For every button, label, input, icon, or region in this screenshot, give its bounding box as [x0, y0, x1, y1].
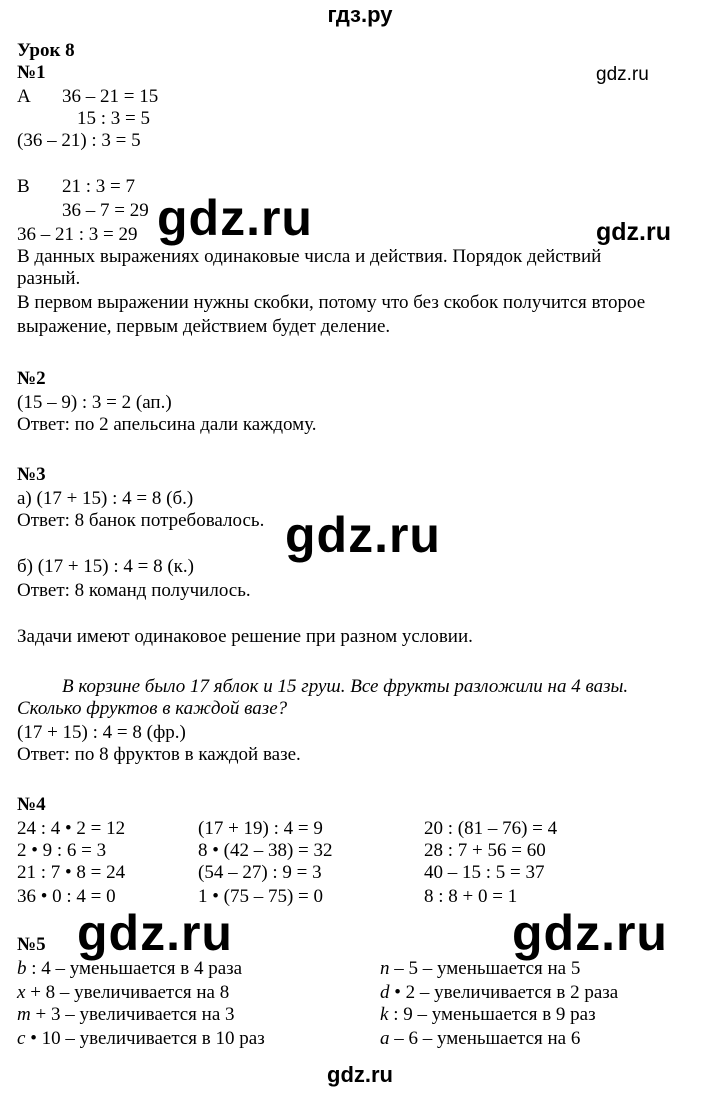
- expression: 36 – 21 : 3 = 29: [17, 224, 138, 245]
- paragraph-line: разный.: [17, 268, 81, 289]
- expression: (15 – 9) : 3 = 2 (ап.): [17, 392, 172, 413]
- expression: 21 : 3 = 7: [62, 176, 135, 197]
- list-item: [17, 1004, 235, 1026]
- variable: a: [380, 1028, 390, 1049]
- expression: 2 • 9 : 6 = 3: [17, 840, 107, 861]
- expression: 1 • (75 – 75) = 0: [198, 886, 324, 907]
- task-number: №5: [17, 934, 46, 955]
- expression: : 9 – уменьшается в 9 раз: [388, 1004, 596, 1025]
- expression: : 4 – уменьшается в 4 раза: [26, 958, 243, 979]
- expression: • 10 – увеличивается в 10 раз: [25, 1028, 265, 1049]
- list-item: [380, 958, 580, 980]
- expression: 21 : 7 • 8 = 24: [17, 862, 126, 883]
- watermark-big: gdz.ru: [77, 905, 233, 961]
- expression: 8 : 8 + 0 = 1: [424, 886, 518, 907]
- expression: 36 – 7 = 29: [62, 200, 149, 221]
- variant-label: А: [17, 86, 31, 107]
- variable: k: [380, 1004, 389, 1025]
- expression: • 2 – увеличивается в 2 раза: [389, 982, 619, 1003]
- expression: 24 : 4 • 2 = 12: [17, 818, 126, 839]
- list-item: [17, 982, 229, 1004]
- expression: 36 – 21 = 15: [62, 86, 159, 107]
- expression: (17 + 15) : 4 = 8 (фр.): [17, 722, 186, 743]
- expression: (36 – 21) : 3 = 5: [17, 130, 141, 151]
- answer-line: Ответ: 8 банок потребовалось.: [17, 510, 265, 531]
- expression: + 3 – увеличивается на 3: [30, 1004, 235, 1025]
- expression: 36 • 0 : 4 = 0: [17, 886, 116, 907]
- task-number: №3: [17, 464, 46, 485]
- variable: b: [17, 958, 27, 979]
- watermark-big: gdz.ru: [157, 190, 313, 246]
- variable: n: [380, 958, 390, 979]
- watermark-big: gdz.ru: [285, 507, 441, 563]
- expression: 20 : (81 – 76) = 4: [424, 818, 558, 839]
- expression: 28 : 7 + 56 = 60: [424, 840, 546, 861]
- list-item: [17, 958, 242, 980]
- task-number: №4: [17, 794, 46, 815]
- paragraph-line: В первом выражении нужны скобки, потому что без скобок получится второе: [17, 292, 646, 313]
- watermark-big: gdz.ru: [512, 905, 668, 961]
- answer-line: Ответ: по 2 апельсина дали каждому.: [17, 414, 317, 435]
- expression: б) (17 + 15) : 4 = 8 (к.): [17, 556, 194, 577]
- expression: а) (17 + 15) : 4 = 8 (б.): [17, 488, 194, 509]
- variable: x: [17, 982, 26, 1003]
- task-number: №2: [17, 368, 46, 389]
- watermark-small: gdz.ru: [596, 64, 649, 85]
- list-item: [17, 1028, 265, 1050]
- expression: + 8 – увеличивается на 8: [25, 982, 230, 1003]
- paragraph-line: Задачи имеют одинаковое решение при разном условии.: [17, 626, 473, 647]
- answer-line: Ответ: по 8 фруктов в каждой вазе.: [17, 744, 301, 765]
- paragraph-line: В данных выражениях одинаковые числа и действия. Порядок действий: [17, 246, 602, 267]
- answer-line: Ответ: 8 команд получилось.: [17, 580, 251, 601]
- list-item: [380, 1004, 596, 1026]
- expression: – 6 – уменьшается на 6: [389, 1028, 581, 1049]
- variant-label: В: [17, 176, 30, 197]
- expression: 8 • (42 – 38) = 32: [198, 840, 333, 861]
- list-item: [380, 1028, 580, 1050]
- expression: – 5 – уменьшается на 5: [389, 958, 581, 979]
- watermark-bottom: gdz.ru: [327, 1062, 393, 1087]
- expression: 40 – 15 : 5 = 37: [424, 862, 545, 883]
- list-item: [380, 982, 618, 1004]
- variable: c: [17, 1028, 26, 1049]
- expression: (17 + 19) : 4 = 9: [198, 818, 323, 839]
- expression: 15 : 3 = 5: [77, 108, 150, 129]
- paragraph-line: выражение, первым действием будет деление.: [17, 316, 391, 337]
- expression: (54 – 27) : 9 = 3: [198, 862, 322, 883]
- task-number: №1: [17, 62, 46, 83]
- variable: d: [380, 982, 390, 1003]
- lesson-title: Урок 8: [17, 40, 75, 61]
- watermark-medium: gdz.ru: [596, 218, 671, 246]
- problem-text: Сколько фруктов в каждой вазе?: [17, 698, 288, 719]
- site-header: гдз.ру: [327, 2, 393, 27]
- variable: m: [17, 1004, 31, 1025]
- problem-text: В корзине было 17 яблок и 15 груш. Все фрукты разложили на 4 вазы.: [62, 676, 629, 697]
